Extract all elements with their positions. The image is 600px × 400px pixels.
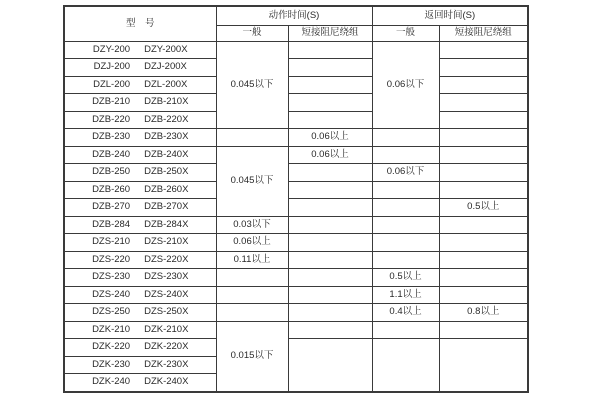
table-row	[64, 94, 528, 112]
action-general-cell	[216, 129, 288, 147]
model-cell	[64, 199, 216, 217]
model-label: DZB-260X	[144, 183, 189, 195]
model-cell	[64, 304, 216, 322]
return-general-cell	[372, 216, 439, 234]
model-label: DZK-210	[92, 323, 131, 335]
model-cell	[64, 216, 216, 234]
model-label: DZS-250	[92, 306, 131, 318]
model-label: DZK-240X	[144, 376, 189, 388]
table-row	[64, 111, 528, 129]
header-return-time: 返回时间(S)	[372, 6, 528, 25]
return-damping-cell	[439, 181, 528, 199]
model-label: DZS-240	[92, 288, 131, 300]
action-general-cell	[216, 286, 288, 304]
model-cell	[64, 164, 216, 182]
action-damping-cell	[288, 94, 372, 112]
return-damping-cell	[439, 111, 528, 129]
model-cell	[64, 269, 216, 287]
action-general-cell	[216, 269, 288, 287]
header-action-time: 动作时间(S)	[216, 6, 372, 25]
header-return-damping: 短接阻尼绕组	[439, 25, 528, 41]
action-damping-cell	[288, 339, 372, 393]
model-cell	[64, 181, 216, 199]
return-damping-cell: 0.5以上	[439, 199, 528, 217]
action-general-cell: 0.045以下	[216, 146, 288, 216]
model-cell	[64, 321, 216, 339]
spec-table-body	[64, 41, 528, 392]
model-label: DZB-230	[92, 131, 131, 143]
model-label: DZB-284X	[144, 218, 189, 230]
model-cell	[64, 129, 216, 147]
return-damping-cell	[439, 234, 528, 252]
model-label: DZJ-200	[93, 61, 131, 73]
model-cell	[64, 146, 216, 164]
return-damping-cell	[439, 269, 528, 287]
model-cell	[64, 286, 216, 304]
model-label: DZB-284	[92, 218, 131, 230]
table-row	[64, 286, 528, 304]
model-label: DZB-220	[92, 113, 131, 125]
return-general-cell	[372, 321, 439, 339]
table-row	[64, 146, 528, 164]
return-general-cell: 0.06以下	[372, 41, 439, 129]
model-label: DZB-210	[92, 96, 131, 108]
model-label: DZB-250X	[144, 166, 189, 178]
action-damping-cell	[288, 269, 372, 287]
model-label: DZK-230X	[144, 358, 189, 370]
spec-table-container	[63, 5, 529, 393]
table-row	[64, 234, 528, 252]
model-label: DZB-240X	[144, 148, 189, 160]
table-row	[64, 129, 528, 147]
return-damping-cell	[439, 216, 528, 234]
model-cell	[64, 339, 216, 357]
action-damping-cell	[288, 234, 372, 252]
return-general-cell: 1.1以上	[372, 286, 439, 304]
header-action-general: 一般	[216, 25, 288, 41]
model-label: DZB-250	[92, 166, 131, 178]
model-label: DZK-240	[92, 376, 131, 388]
table-row	[64, 339, 528, 357]
return-general-cell	[372, 146, 439, 164]
return-damping-cell	[439, 76, 528, 94]
spec-table-header	[64, 6, 528, 41]
return-damping-cell	[439, 94, 528, 112]
model-label: DZL-200	[93, 78, 131, 90]
model-label: DZB-270X	[144, 201, 189, 213]
return-damping-cell: 0.8以上	[439, 304, 528, 322]
return-damping-cell	[439, 286, 528, 304]
model-label: DZB-210X	[144, 96, 189, 108]
model-label: DZS-210	[92, 236, 131, 248]
model-cell	[64, 251, 216, 269]
model-label: DZB-230X	[144, 131, 189, 143]
return-general-cell	[372, 181, 439, 199]
model-cell	[64, 374, 216, 393]
model-cell	[64, 94, 216, 112]
action-general-cell: 0.03以下	[216, 216, 288, 234]
model-cell	[64, 356, 216, 374]
spec-table	[63, 5, 529, 393]
table-row	[64, 76, 528, 94]
action-damping-cell	[288, 216, 372, 234]
action-general-cell: 0.045以下	[216, 41, 288, 129]
return-damping-cell	[439, 339, 528, 393]
model-label: DZS-230	[92, 271, 131, 283]
action-damping-cell: 0.06以上	[288, 146, 372, 164]
model-label: DZB-260	[92, 183, 131, 195]
action-damping-cell	[288, 164, 372, 182]
return-damping-cell	[439, 321, 528, 339]
return-general-cell	[372, 234, 439, 252]
return-general-cell: 0.5以上	[372, 269, 439, 287]
table-row	[64, 269, 528, 287]
model-label: DZK-220	[92, 341, 131, 353]
table-row	[64, 304, 528, 322]
return-general-cell	[372, 199, 439, 217]
model-label: DZS-220X	[144, 253, 189, 265]
return-general-cell	[372, 339, 439, 393]
model-label: DZK-220X	[144, 341, 189, 353]
model-cell	[64, 111, 216, 129]
header-action-damping: 短接阻尼绕组	[288, 25, 372, 41]
table-row	[64, 216, 528, 234]
action-damping-cell	[288, 41, 372, 59]
model-label: DZB-270	[92, 201, 131, 213]
model-label: DZJ-200X	[144, 61, 187, 73]
table-row	[64, 321, 528, 339]
table-row	[64, 199, 528, 217]
return-damping-cell	[439, 164, 528, 182]
table-row	[64, 164, 528, 182]
header-return-general: 一般	[372, 25, 439, 41]
action-general-cell	[216, 304, 288, 322]
model-label: DZS-250X	[144, 306, 189, 318]
return-damping-cell	[439, 129, 528, 147]
action-damping-cell	[288, 321, 372, 339]
model-label: DZS-220	[92, 253, 131, 265]
header-model: 型 号	[64, 6, 216, 41]
model-label: DZS-230X	[144, 271, 189, 283]
action-general-cell: 0.11以上	[216, 251, 288, 269]
return-general-cell: 0.06以下	[372, 164, 439, 182]
table-row	[64, 41, 528, 59]
return-general-cell: 0.4以上	[372, 304, 439, 322]
action-damping-cell	[288, 304, 372, 322]
return-damping-cell	[439, 59, 528, 77]
return-general-cell	[372, 129, 439, 147]
model-label: DZB-240	[92, 148, 131, 160]
return-damping-cell	[439, 251, 528, 269]
model-label: DZL-200X	[144, 78, 188, 90]
return-damping-cell	[439, 146, 528, 164]
model-cell	[64, 59, 216, 77]
table-row	[64, 251, 528, 269]
action-damping-cell	[288, 251, 372, 269]
action-general-cell: 0.015以下	[216, 321, 288, 392]
model-label: DZK-230	[92, 358, 131, 370]
action-damping-cell	[288, 199, 372, 217]
model-label: DZY-200X	[144, 43, 188, 55]
model-cell	[64, 41, 216, 59]
action-damping-cell	[288, 76, 372, 94]
model-label: DZS-210X	[144, 236, 189, 248]
action-damping-cell	[288, 59, 372, 77]
model-label: DZS-240X	[144, 288, 189, 300]
model-label: DZB-220X	[144, 113, 189, 125]
return-damping-cell	[439, 41, 528, 59]
action-damping-cell	[288, 286, 372, 304]
model-cell	[64, 76, 216, 94]
header-row-groups	[64, 6, 528, 25]
model-label: DZY-200	[92, 43, 131, 55]
model-cell	[64, 234, 216, 252]
table-row	[64, 181, 528, 199]
model-label: DZK-210X	[144, 323, 189, 335]
action-damping-cell	[288, 111, 372, 129]
action-damping-cell: 0.06以上	[288, 129, 372, 147]
action-general-cell: 0.06以上	[216, 234, 288, 252]
return-general-cell	[372, 251, 439, 269]
table-row	[64, 59, 528, 77]
action-damping-cell	[288, 181, 372, 199]
